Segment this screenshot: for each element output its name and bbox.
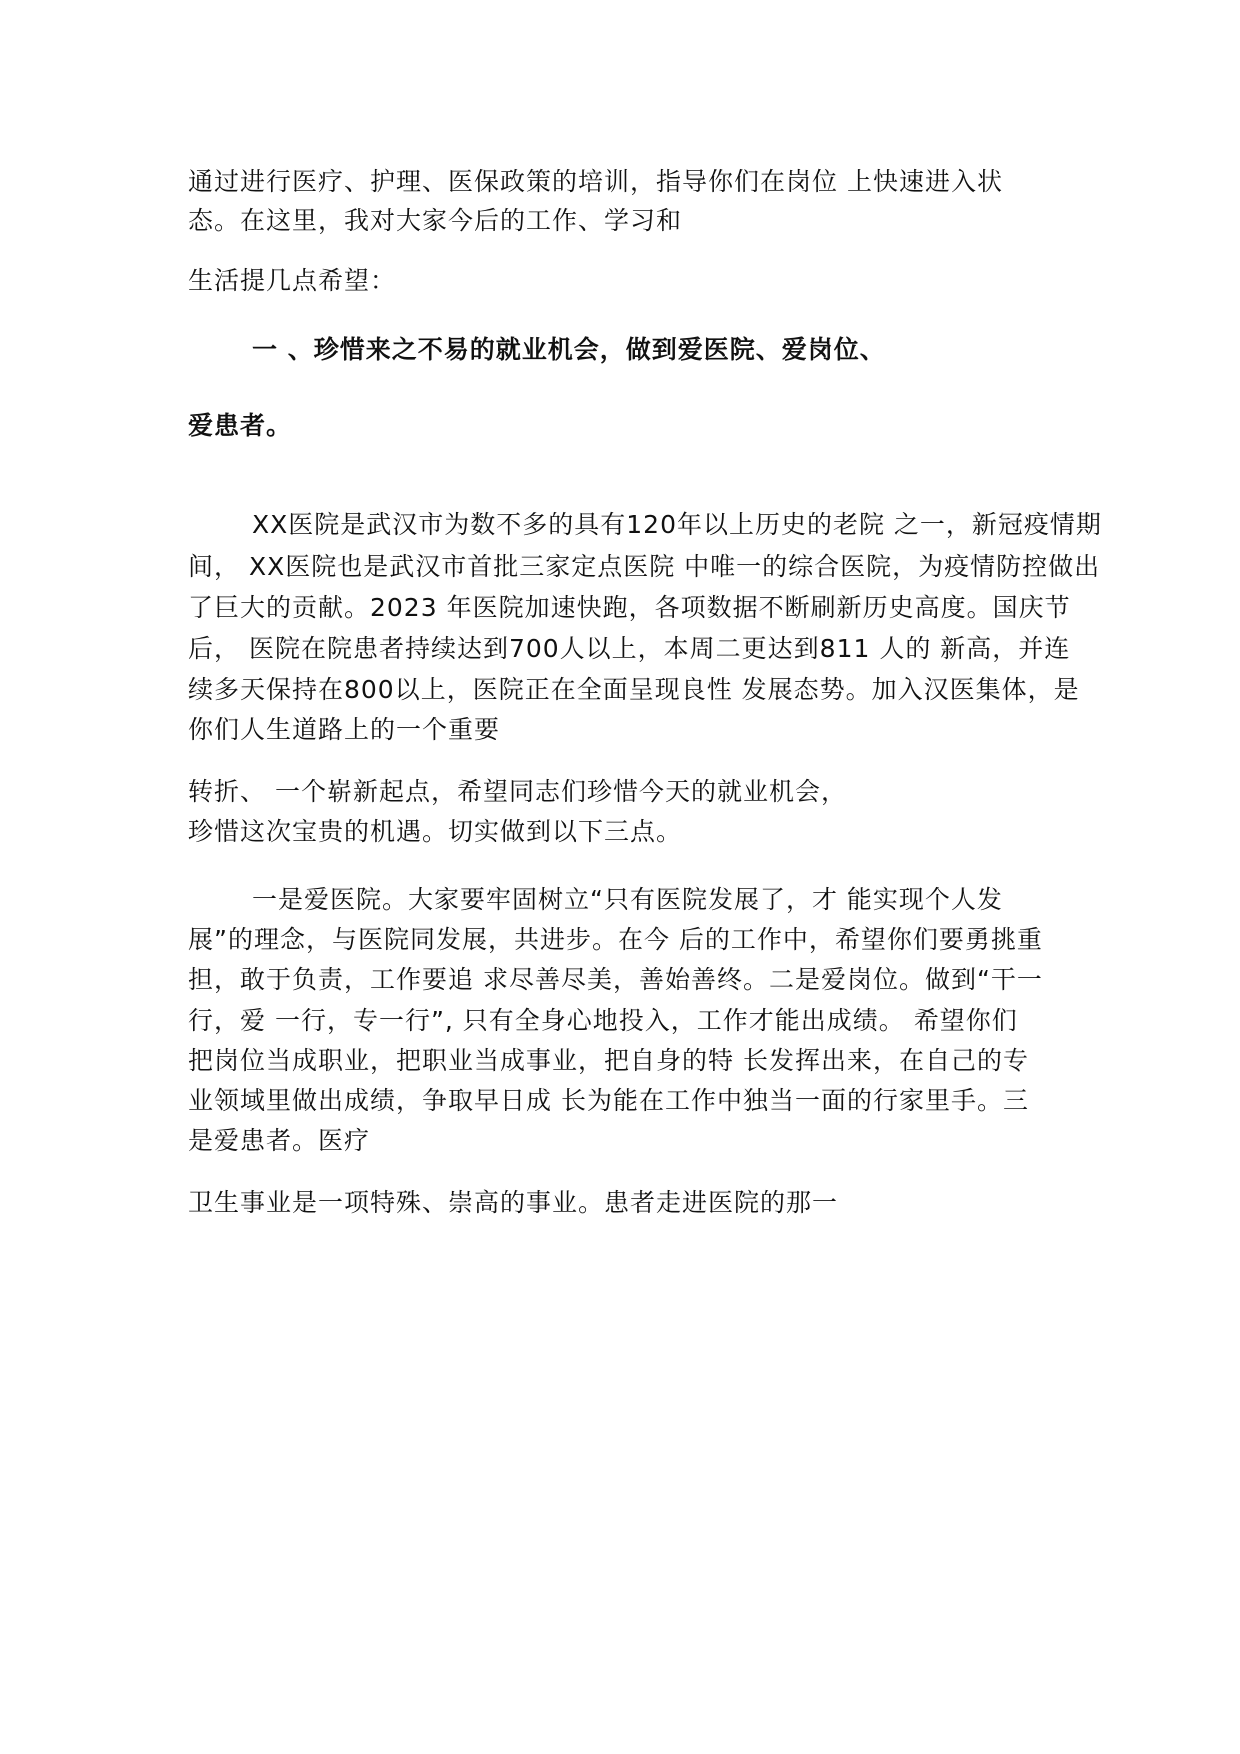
paragraph-line: 展”的理念，与医院同发展，共进步。在今 后的工作中，希望你们要勇挑重	[188, 925, 1043, 954]
paragraph-line: 业领域里做出成绩，争取早日成 长为能在工作中独当一面的行家里手。三	[188, 1086, 1029, 1115]
paragraph-line: 态。在这里，我对大家今后的工作、学习和	[188, 206, 683, 235]
paragraph-line: 间， XX医院也是武汉市首批三家定点医院 中唯一的综合医院，为疫情防控做出	[188, 552, 1101, 581]
paragraph-line: 担，敢于负责，工作要追 求尽善尽美，善始善终。二是爱岗位。做到“干一	[188, 965, 1043, 994]
paragraph-line: 你们人生道路上的一个重要	[188, 715, 501, 744]
paragraph-line: 生活提几点希望：	[188, 266, 397, 295]
paragraph-line: 把岗位当成职业，把职业当成事业，把自身的特 长发挥出来，在自己的专	[188, 1046, 1029, 1075]
paragraph-line: 是爱患者。医疗	[188, 1126, 371, 1155]
paragraph-line: 一是爱医院。大家要牢固树立“只有医院发展了，才 能实现个人发	[252, 885, 1003, 914]
paragraph-line: 后， 医院在院患者持续达到700人以上，本周二更达到811 人的 新高，并连	[188, 634, 1071, 663]
paragraph-line: XX医院是武汉市为数不多的具有120年以上历史的老院 之一，新冠疫情期	[252, 510, 1102, 539]
paragraph-line: 续多天保持在800以上，医院正在全面呈现良性 发展态势。加入汉医集体，是	[188, 675, 1080, 704]
section-heading: 一 、珍惜来之不易的就业机会，做到爱医院、爱岗位、	[252, 335, 886, 364]
paragraph-line: 卫生事业是一项特殊、崇高的事业。患者走进医院的那一	[188, 1188, 839, 1217]
paragraph-line: 了巨大的贡献。2023 年医院加速快跑，各项数据不断刷新历史高度。国庆节	[188, 593, 1071, 622]
paragraph-line: 转折、 一个崭新起点，希望同志们珍惜今天的就业机会，	[188, 777, 847, 806]
section-heading-continuation: 爱患者。	[188, 411, 293, 440]
paragraph-line: 行，爱 一行，专一行”, 只有全身心地投入，工作才能出成绩。 希望你们	[188, 1006, 1018, 1035]
paragraph-line: 珍惜这次宝贵的机遇。切实做到以下三点。	[188, 817, 683, 846]
paragraph-line: 通过进行医疗、护理、医保政策的培训，指导你们在岗位 上快速进入状	[188, 167, 1003, 196]
